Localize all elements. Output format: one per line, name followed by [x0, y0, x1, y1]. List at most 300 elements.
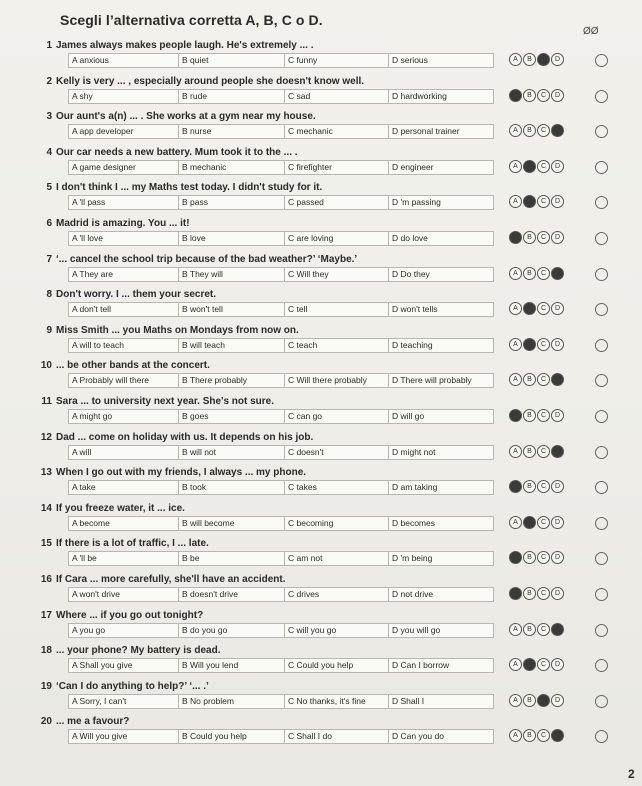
question-number: 4 [46, 146, 52, 158]
question-number: 16 [40, 574, 52, 585]
answer-bubbles [509, 89, 565, 103]
option-cell-d: D might not [392, 446, 436, 457]
check-circle-icon[interactable] [595, 552, 608, 565]
option-cell-c: C Shall I do [285, 730, 389, 743]
header-marks-icon: ØØ [583, 26, 599, 37]
option-cell-b: B will teach [179, 339, 285, 352]
answer-bubbles [509, 373, 565, 387]
answer-bubble-circle-a[interactable]: A [509, 587, 522, 600]
option-cell-c: C doesn't [285, 446, 389, 459]
answer-bubbles [509, 694, 565, 708]
answer-bubble-circle-c[interactable]: C [537, 338, 550, 351]
question-number: 13 [40, 467, 52, 479]
option-cell-b: B There probably [179, 374, 285, 387]
question-item [0, 574, 642, 610]
answer-bubble-circle-c[interactable]: C [537, 53, 550, 66]
check-circle-icon[interactable] [595, 446, 608, 459]
question-stem: ‘Can I do anything to help?’ ‘... .’ [56, 680, 209, 692]
question-stem: If you freeze water, it ... ice. [56, 502, 185, 514]
answer-bubble-circle-a[interactable]: A [509, 623, 522, 636]
option-cell-a: A won't drive [69, 588, 179, 601]
option-cell-b: B mechanic [179, 161, 285, 174]
option-cell-c: C are loving [285, 232, 389, 245]
option-cell-a: A Probably will there [69, 374, 179, 387]
option-cell-d: D becomes [392, 517, 435, 528]
question-text [38, 503, 185, 514]
option-cell-b: B Will you lend [179, 659, 285, 672]
answer-bubble-circle-b[interactable]: B [523, 587, 536, 600]
question-stem: ... your phone? My battery is dead. [56, 645, 221, 657]
answer-bubbles [509, 480, 565, 494]
answer-bubble-circle-c[interactable]: C [537, 729, 550, 742]
answer-bubble-circle-d[interactable]: D [551, 160, 564, 173]
answer-bubble-circle-b[interactable]: B [523, 53, 536, 66]
options-table [68, 302, 494, 317]
options-table [68, 124, 494, 139]
option-cell-c: C takes [285, 481, 389, 494]
answer-bubble-circle-d[interactable]: D [551, 587, 564, 600]
option-cell-d: D 'm passing [392, 197, 441, 208]
option-cell-a: A They are [69, 268, 179, 281]
answer-bubble-circle-c[interactable]: C [537, 587, 550, 600]
answer-bubble-circle-c[interactable]: C [537, 623, 550, 636]
question-item [0, 681, 642, 717]
check-circle-icon[interactable] [595, 339, 608, 352]
options-table [68, 231, 494, 246]
answer-bubble-circle-a[interactable]: A [509, 480, 522, 493]
question-number: 14 [40, 502, 52, 514]
question-number: 17 [40, 609, 52, 621]
option-cell-b: B won't tell [179, 303, 285, 316]
question-text [38, 467, 306, 478]
answer-bubble-circle-c[interactable]: C [537, 267, 550, 280]
question-stem: Where ... if you go out tonight? [56, 609, 204, 621]
option-cell-c: C am not [285, 552, 389, 565]
answer-bubble-circle-b[interactable]: B [523, 302, 536, 315]
check-circle-icon[interactable] [595, 730, 608, 743]
answer-bubble-circle-b[interactable]: B [523, 89, 536, 102]
answer-bubbles [509, 658, 565, 672]
options-table [68, 623, 494, 638]
option-cell-a: A anxious [69, 54, 179, 67]
question-text [38, 574, 286, 585]
answer-bubble-circle-d[interactable]: D [551, 445, 564, 458]
options-table [68, 267, 494, 282]
option-cell-c: C mechanic [285, 125, 389, 138]
option-cell-c: C passed [285, 196, 389, 209]
question-number: 18 [40, 645, 52, 657]
question-item [0, 467, 642, 503]
question-text [38, 716, 129, 727]
question-item [0, 538, 642, 574]
question-stem: When I go out with my friends, I always ... my phone. [56, 467, 307, 479]
option-cell-a: A shy [69, 90, 179, 103]
question-text [38, 396, 274, 407]
answer-bubble-circle-b[interactable]: B [523, 729, 536, 742]
question-stem: ‘... cancel the school trip because of the bad weather?’ ‘Maybe.’ [56, 253, 358, 265]
question-number: 6 [46, 218, 52, 229]
answer-bubble-circle-a[interactable]: A [509, 373, 522, 386]
option-cell-d: D hardworking [392, 90, 447, 101]
question-item [0, 254, 642, 290]
answer-bubble-circle-d[interactable]: D [551, 694, 564, 707]
answer-bubble-circle-b[interactable]: B [523, 516, 536, 529]
answer-bubble-circle-b[interactable]: B [523, 195, 536, 208]
option-cell-a: A Shall you give [69, 659, 179, 672]
answer-bubble-circle-d[interactable]: D [551, 338, 564, 351]
answer-bubble-circle-a[interactable]: A [509, 124, 522, 137]
option-cell-b: B be [179, 552, 285, 565]
question-text [38, 610, 203, 621]
check-circle-icon[interactable] [595, 659, 608, 672]
answer-bubble-circle-b[interactable]: B [523, 658, 536, 671]
answer-bubble-circle-a[interactable]: A [509, 551, 522, 564]
answer-bubble-circle-c[interactable]: C [537, 231, 550, 244]
option-cell-d: D Can I borrow [392, 660, 450, 671]
answer-bubble-circle-b[interactable]: B [523, 373, 536, 386]
question-text [38, 538, 209, 549]
options-table [68, 338, 494, 353]
options-table [68, 373, 494, 388]
answer-bubble-circle-a[interactable]: A [509, 729, 522, 742]
option-cell-b: B doesn't drive [179, 588, 285, 601]
question-text [38, 432, 313, 443]
answer-bubble-circle-b[interactable]: B [523, 623, 536, 636]
check-circle-icon[interactable] [595, 410, 608, 423]
answer-bubble-circle-d[interactable]: D [551, 195, 564, 208]
question-item [0, 218, 642, 254]
check-circle-icon[interactable] [595, 125, 608, 138]
question-item [0, 111, 642, 147]
question-stem: If Cara ... more carefully, she'll have an accident. [56, 574, 286, 585]
question-number: 15 [40, 538, 52, 550]
option-cell-d: D do love [392, 233, 428, 243]
question-item [0, 147, 642, 183]
option-cell-a: A 'll love [69, 232, 179, 245]
answer-bubble-circle-b[interactable]: B [523, 231, 536, 244]
option-cell-d: D won't tells [392, 304, 438, 315]
answer-bubble-circle-d[interactable]: D [551, 373, 564, 386]
answer-bubble-circle-b[interactable]: B [523, 124, 536, 137]
question-text [38, 218, 190, 229]
answer-bubble-circle-d[interactable]: D [551, 623, 564, 636]
question-text [38, 76, 364, 87]
answer-bubble-circle-c[interactable]: C [537, 373, 550, 386]
option-cell-b: B They will [179, 268, 285, 281]
answer-bubbles [509, 195, 565, 209]
check-circle-icon[interactable] [595, 232, 608, 245]
answer-bubble-circle-c[interactable]: C [537, 551, 550, 564]
answer-bubble-circle-d[interactable]: D [551, 231, 564, 244]
question-text [38, 111, 316, 122]
option-cell-b: B quiet [179, 54, 285, 67]
answer-bubble-circle-d[interactable]: D [551, 302, 564, 315]
question-item [0, 325, 642, 361]
option-cell-b: B goes [179, 410, 285, 423]
check-circle-icon[interactable] [595, 303, 608, 316]
options-table [68, 658, 494, 673]
option-cell-a: A 'll pass [69, 196, 179, 209]
option-cell-a: A game designer [69, 161, 179, 174]
option-cell-c: C funny [285, 54, 389, 67]
question-number: 19 [40, 680, 52, 692]
option-cell-c: C can go [285, 410, 389, 423]
answer-bubbles [509, 53, 565, 67]
question-number: 12 [40, 431, 52, 443]
answer-bubble-circle-c[interactable]: C [537, 658, 550, 671]
answer-bubble-circle-d[interactable]: D [551, 658, 564, 671]
answer-bubbles [509, 338, 565, 352]
question-stem: ... me a favour? [56, 716, 130, 728]
answer-bubble-circle-a[interactable]: A [509, 160, 522, 173]
answer-bubble-circle-d[interactable]: D [551, 729, 564, 742]
question-number: 8 [46, 289, 52, 301]
answer-bubble-circle-c[interactable]: C [537, 124, 550, 137]
question-number: 9 [46, 324, 52, 336]
option-cell-a: A might go [69, 410, 179, 423]
option-cell-d: D serious [392, 55, 428, 65]
answer-bubbles [509, 124, 565, 138]
options-table [68, 160, 494, 175]
answer-bubble-circle-c[interactable]: C [537, 445, 550, 458]
question-item [0, 40, 642, 76]
answer-bubble-circle-c[interactable]: C [537, 480, 550, 493]
answer-bubble-circle-a[interactable]: A [509, 516, 522, 529]
answer-bubble-circle-d[interactable]: D [551, 267, 564, 280]
question-number: 20 [40, 716, 52, 728]
option-cell-a: A don't tell [69, 303, 179, 316]
option-cell-b: B nurse [179, 125, 285, 138]
option-cell-d: D Do they [392, 268, 430, 279]
answer-bubble-circle-b[interactable]: B [523, 160, 536, 173]
options-table [68, 587, 494, 602]
option-cell-b: B do you go [179, 624, 285, 637]
option-cell-d: D not drive [392, 589, 434, 599]
answer-bubble-circle-c[interactable]: C [537, 409, 550, 422]
question-item [0, 396, 642, 432]
question-stem: Our car needs a new battery. Mum took it to the ... . [56, 146, 298, 158]
option-cell-a: A you go [69, 624, 179, 637]
question-stem: If there is a lot of traffic, I ... late. [56, 538, 209, 550]
question-text [38, 360, 210, 371]
option-cell-d: D 'm being [392, 553, 433, 564]
check-circle-icon[interactable] [595, 196, 608, 209]
check-circle-icon[interactable] [595, 54, 608, 67]
answer-bubble-circle-b[interactable]: B [523, 694, 536, 707]
check-circle-icon[interactable] [595, 161, 608, 174]
options-table [68, 729, 494, 744]
check-circle-icon[interactable] [595, 695, 608, 708]
question-stem: Our aunt's a(n) ... . She works at a gym near my house. [56, 111, 316, 123]
option-cell-c: C sad [285, 90, 389, 103]
option-cell-a: A will [69, 446, 179, 459]
question-text [38, 254, 357, 265]
question-stem: Kelly is very ... , especially around people she doesn't know well. [56, 75, 365, 87]
options-table [68, 551, 494, 566]
question-item [0, 610, 642, 646]
question-stem: James always makes people laugh. He's extremely ... . [56, 40, 314, 51]
option-cell-a: A 'll be [69, 552, 179, 565]
answer-bubbles [509, 623, 565, 637]
answer-bubble-circle-c[interactable]: C [537, 160, 550, 173]
answer-bubbles [509, 516, 565, 530]
answer-bubbles [509, 267, 565, 281]
question-text [38, 289, 216, 300]
option-cell-b: B will not [179, 446, 285, 459]
answer-bubble-circle-b[interactable]: B [523, 338, 536, 351]
option-cell-d: D engineer [392, 161, 434, 172]
option-cell-c: C tell [285, 303, 389, 316]
answer-bubble-circle-a[interactable]: A [509, 694, 522, 707]
answer-bubble-circle-b[interactable]: B [523, 551, 536, 564]
question-number: 10 [40, 360, 52, 372]
option-cell-d: D am taking [392, 482, 438, 493]
answer-bubble-circle-a[interactable]: A [509, 409, 522, 422]
options-table [68, 53, 494, 68]
option-cell-c: C Could you help [285, 659, 389, 672]
option-cell-d: D There will probably [392, 375, 472, 386]
question-item [0, 716, 642, 752]
option-cell-a: A take [69, 481, 179, 494]
question-item [0, 503, 642, 539]
option-cell-a: A will to teach [69, 339, 179, 352]
option-cell-d: D Can you do [392, 731, 444, 742]
answer-bubble-circle-a[interactable]: A [509, 445, 522, 458]
option-cell-a: A Sorry, I can't [69, 695, 179, 708]
answer-bubble-circle-a[interactable]: A [509, 53, 522, 66]
question-text [38, 645, 220, 656]
options-table [68, 694, 494, 709]
option-cell-c: C drives [285, 588, 389, 601]
answer-bubbles [509, 302, 565, 316]
answer-bubble-circle-b[interactable]: B [523, 267, 536, 280]
question-item [0, 360, 642, 396]
answer-bubble-circle-a[interactable]: A [509, 658, 522, 671]
answer-bubbles [509, 231, 565, 245]
question-text [38, 40, 314, 51]
question-number: 5 [46, 182, 52, 194]
answer-bubble-circle-a[interactable]: A [509, 231, 522, 244]
option-cell-c: C Will there probably [285, 374, 389, 387]
answer-bubble-circle-d[interactable]: D [551, 89, 564, 102]
page-number: 2 [628, 767, 635, 781]
answer-bubbles [509, 160, 565, 174]
question-text [38, 681, 209, 692]
check-circle-icon[interactable] [595, 268, 608, 281]
option-cell-c: C Will they [285, 268, 389, 281]
answer-bubble-circle-d[interactable]: D [551, 409, 564, 422]
check-circle-icon[interactable] [595, 517, 608, 530]
question-text [38, 325, 299, 336]
question-item [0, 432, 642, 468]
answer-bubbles [509, 409, 565, 423]
answer-bubble-circle-d[interactable]: D [551, 480, 564, 493]
answer-bubble-circle-c[interactable]: C [537, 694, 550, 707]
question-number: 11 [41, 396, 52, 407]
option-cell-d: D personal trainer [392, 126, 460, 137]
check-circle-icon[interactable] [595, 481, 608, 494]
answer-bubble-circle-b[interactable]: B [523, 445, 536, 458]
option-cell-c: C will you go [285, 624, 389, 637]
question-number: 3 [46, 111, 52, 123]
question-stem: ... be other bands at the concert. [56, 360, 210, 372]
question-item [0, 289, 642, 325]
option-cell-b: B No problem [179, 695, 285, 708]
answer-bubble-circle-a[interactable]: A [509, 302, 522, 315]
options-table [68, 445, 494, 460]
question-stem: Dad ... come on holiday with us. It depends on his job. [56, 431, 314, 443]
question-item [0, 645, 642, 681]
question-item [0, 182, 642, 218]
answer-bubble-circle-c[interactable]: C [537, 516, 550, 529]
option-cell-c: C firefighter [285, 161, 389, 174]
question-stem: Miss Smith ... you Maths on Mondays from now on. [56, 324, 299, 336]
answer-bubble-circle-a[interactable]: A [509, 267, 522, 280]
option-cell-b: B love [179, 232, 285, 245]
check-circle-icon[interactable] [595, 90, 608, 103]
options-table [68, 89, 494, 104]
option-cell-d: D teaching [392, 339, 433, 350]
answer-bubbles [509, 551, 565, 565]
option-cell-c: C teach [285, 339, 389, 352]
answer-bubbles [509, 729, 565, 743]
question-number: 2 [46, 75, 52, 87]
question-text [38, 147, 298, 158]
question-stem: Sara ... to university next year. She's not sure. [56, 396, 275, 407]
options-table [68, 516, 494, 531]
options-table [68, 480, 494, 495]
option-cell-d: D Shall I [392, 695, 425, 706]
option-cell-a: A app developer [69, 125, 179, 138]
answer-bubble-circle-b[interactable]: B [523, 409, 536, 422]
answer-bubble-circle-c[interactable]: C [537, 302, 550, 315]
option-cell-d: D will go [392, 411, 425, 421]
question-number: 7 [46, 253, 52, 265]
answer-bubble-circle-d[interactable]: D [551, 124, 564, 137]
answer-bubbles [509, 587, 565, 601]
answer-bubble-circle-d[interactable]: D [551, 53, 564, 66]
question-number: 1 [46, 40, 52, 51]
answer-bubbles [509, 445, 565, 459]
answer-bubble-circle-b[interactable]: B [523, 480, 536, 493]
answer-bubble-circle-a[interactable]: A [509, 89, 522, 102]
options-table [68, 195, 494, 210]
option-cell-d: D you will go [392, 624, 441, 635]
option-cell-a: A Will you give [69, 730, 179, 743]
answer-bubble-circle-c[interactable]: C [537, 89, 550, 102]
check-circle-icon[interactable] [595, 624, 608, 637]
option-cell-b: B took [179, 481, 285, 494]
check-circle-icon[interactable] [595, 588, 608, 601]
option-cell-b: B pass [179, 196, 285, 209]
question-stem: Don't worry. I ... them your secret. [56, 289, 217, 301]
answer-bubble-circle-a[interactable]: A [509, 338, 522, 351]
question-item [0, 76, 642, 112]
check-circle-icon[interactable] [595, 374, 608, 387]
answer-bubble-circle-d[interactable]: D [551, 551, 564, 564]
answer-bubble-circle-c[interactable]: C [537, 195, 550, 208]
question-text [38, 182, 322, 193]
option-cell-a: A become [69, 517, 179, 530]
option-cell-c: C becoming [285, 517, 389, 530]
option-cell-c: C No thanks, it's fine [285, 695, 389, 708]
option-cell-b: B Could you help [179, 730, 285, 743]
page-title: Scegli l’alternativa corretta A, B, C o D. [60, 12, 323, 28]
answer-bubble-circle-d[interactable]: D [551, 516, 564, 529]
option-cell-b: B will become [179, 517, 285, 530]
option-cell-b: B rude [179, 90, 285, 103]
answer-bubble-circle-a[interactable]: A [509, 195, 522, 208]
